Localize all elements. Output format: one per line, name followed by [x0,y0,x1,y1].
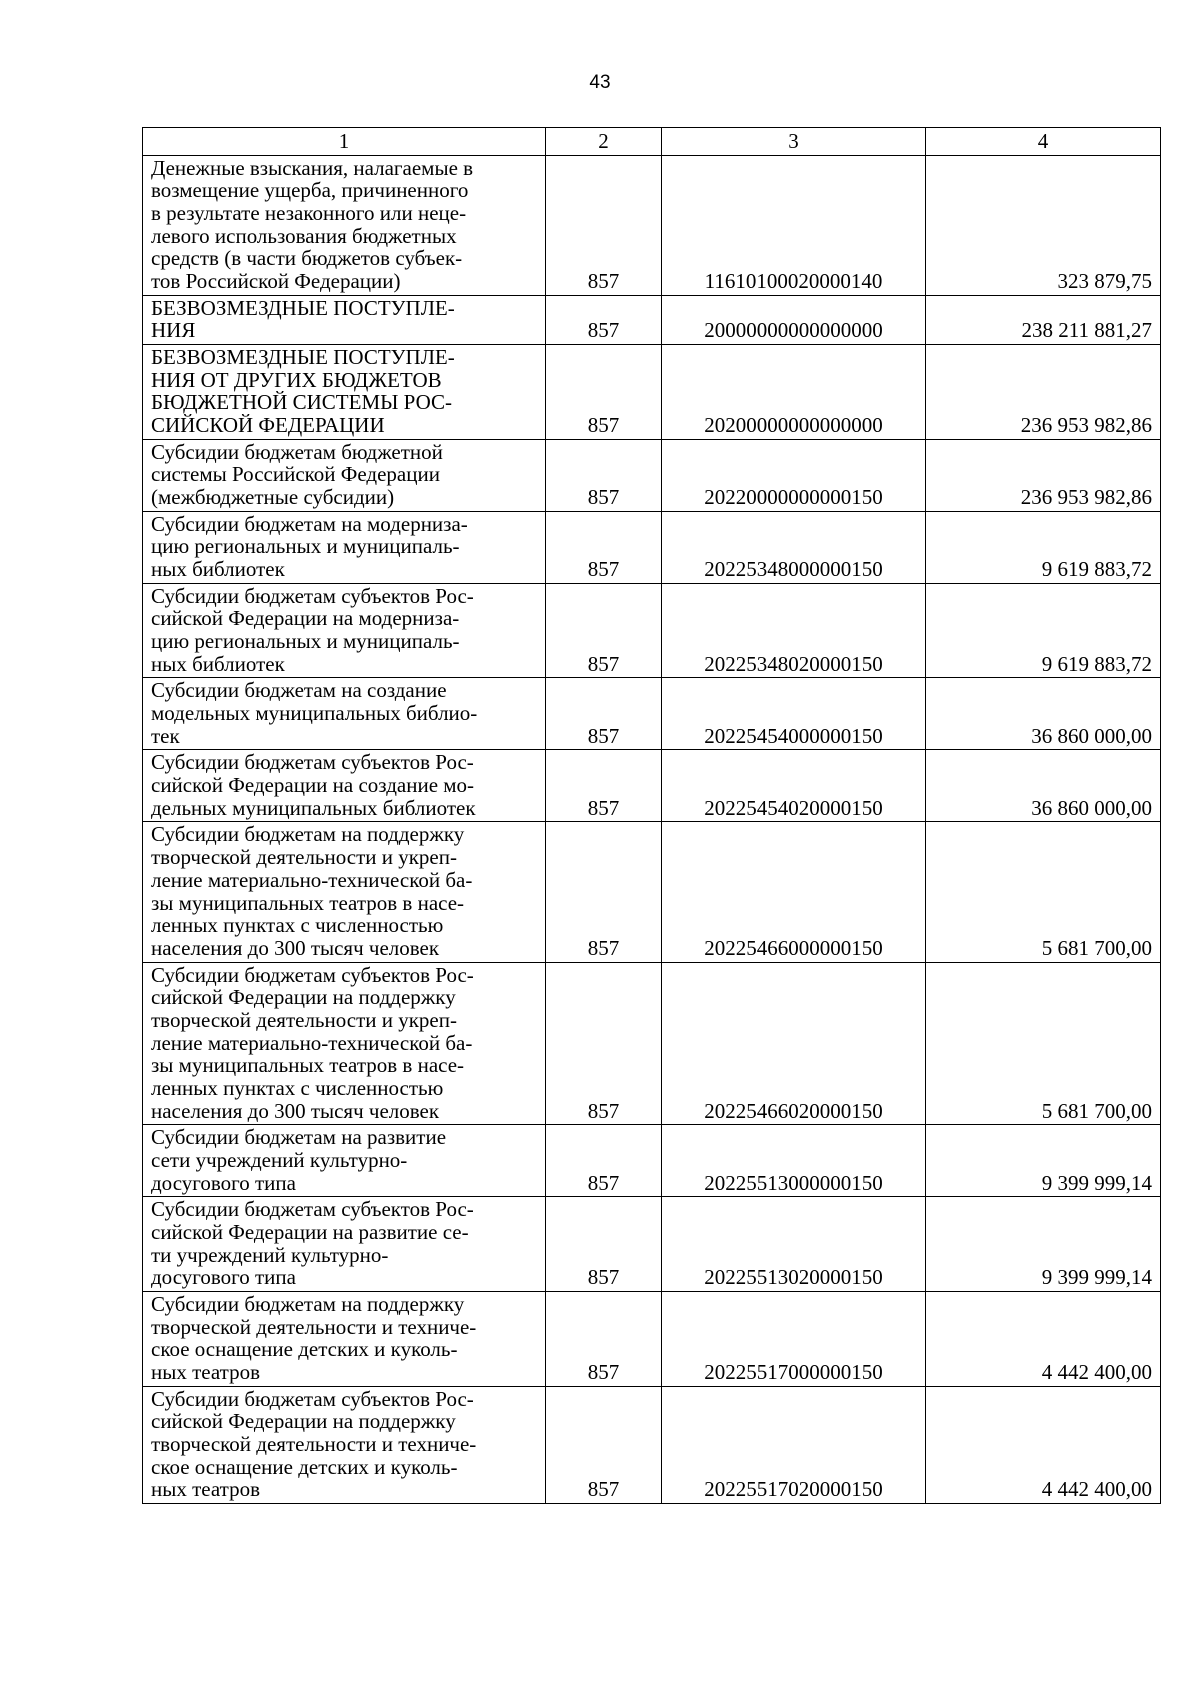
budget-table [142,127,1161,1504]
table-row [143,583,1161,678]
row-budget-code-cell: 20220000000000150 [662,439,926,511]
row-admin-code-cell: 857 [546,822,662,962]
header-col-3: 3 [662,128,926,156]
row-amount-cell: 5 681 700,00 [926,962,1161,1125]
row-name-cell: Субсидии бюджетам бюджетной системы Российской Федерации (межбюджетные субсидии) [143,439,546,511]
row-amount-cell: 36 860 000,00 [926,678,1161,750]
row-name-cell: БЕЗВОЗМЕЗДНЫЕ ПОСТУПЛЕ- НИЯ [143,295,546,344]
table-row [143,439,1161,511]
row-budget-code-cell: 20000000000000000 [662,295,926,344]
table-row [143,962,1161,1125]
table-row [143,1197,1161,1292]
row-name-cell: Субсидии бюджетам субъектов Рос- сийской Федерации на поддержку творческой деятельности и техниче- ское оснащение детских и куколь- ных театров [143,1386,546,1503]
row-amount-cell: 236 953 982,86 [926,439,1161,511]
table-row [143,1125,1161,1197]
header-col-1: 1 [143,128,546,156]
table-row [143,678,1161,750]
table-header-row [143,128,1161,156]
row-amount-cell: 238 211 881,27 [926,295,1161,344]
row-admin-code-cell: 857 [546,1197,662,1292]
table-row [143,1386,1161,1503]
row-amount-cell: 36 860 000,00 [926,750,1161,822]
row-name-cell: Субсидии бюджетам на поддержку творческой деятельности и техниче- ское оснащение детских и куколь- ных театров [143,1291,546,1386]
table-body [143,155,1161,1503]
row-budget-code-cell: 20225517000000150 [662,1291,926,1386]
row-name-cell: Субсидии бюджетам субъектов Рос- сийской Федерации на развитие се- ти учреждений культурно- досугового типа [143,1197,546,1292]
row-admin-code-cell: 857 [546,1386,662,1503]
row-name-cell: Субсидии бюджетам субъектов Рос- сийской Федерации на модерниза- цию региональных и муниципаль- ных библиотек [143,583,546,678]
row-budget-code-cell: 20225513020000150 [662,1197,926,1292]
row-amount-cell: 4 442 400,00 [926,1291,1161,1386]
row-admin-code-cell: 857 [546,155,662,295]
row-budget-code-cell: 20225348000000150 [662,511,926,583]
row-budget-code-cell: 20225466020000150 [662,962,926,1125]
row-amount-cell: 4 442 400,00 [926,1386,1161,1503]
row-admin-code-cell: 857 [546,439,662,511]
table-row [143,1291,1161,1386]
row-budget-code-cell: 20225466000000150 [662,822,926,962]
row-name-cell: Субсидии бюджетам на поддержку творческой деятельности и укреп- ление материально-технической ба- зы муниципальных театров в насе- ленных пунктах с численностью населения до 300 тысяч человек [143,822,546,962]
row-budget-code-cell: 20225454020000150 [662,750,926,822]
row-admin-code-cell: 857 [546,678,662,750]
row-name-cell: Субсидии бюджетам на создание модельных муниципальных библио- тек [143,678,546,750]
table-row [143,750,1161,822]
row-name-cell: Денежные взыскания, налагаемые в возмещение ущерба, причиненного в результате незаконного или неце- левого использования бюджетных средств (в части бюджетов субъек- тов Российской Федерации) [143,155,546,295]
row-budget-code-cell: 20225348020000150 [662,583,926,678]
row-budget-code-cell: 20225517020000150 [662,1386,926,1503]
row-budget-code-cell: 20225454000000150 [662,678,926,750]
row-name-cell: Субсидии бюджетам субъектов Рос- сийской Федерации на создание мо- дельных муниципальных библиотек [143,750,546,822]
row-amount-cell: 9 619 883,72 [926,583,1161,678]
table-row [143,295,1161,344]
row-budget-code-cell: 11610100020000140 [662,155,926,295]
row-budget-code-cell: 20200000000000000 [662,345,926,440]
row-amount-cell: 323 879,75 [926,155,1161,295]
row-amount-cell: 9 399 999,14 [926,1125,1161,1197]
page-number: 43 [589,72,611,93]
table-row [143,345,1161,440]
row-admin-code-cell: 857 [546,345,662,440]
row-admin-code-cell: 857 [546,750,662,822]
row-amount-cell: 5 681 700,00 [926,822,1161,962]
row-admin-code-cell: 857 [546,1125,662,1197]
row-name-cell: БЕЗВОЗМЕЗДНЫЕ ПОСТУПЛЕ- НИЯ ОТ ДРУГИХ БЮДЖЕТОВ БЮДЖЕТНОЙ СИСТЕМЫ РОС- СИЙСКОЙ ФЕДЕРАЦИИ [143,345,546,440]
table-row [143,511,1161,583]
row-amount-cell: 236 953 982,86 [926,345,1161,440]
header-col-2: 2 [546,128,662,156]
header-col-4: 4 [926,128,1161,156]
row-amount-cell: 9 399 999,14 [926,1197,1161,1292]
row-amount-cell: 9 619 883,72 [926,511,1161,583]
row-admin-code-cell: 857 [546,962,662,1125]
table-row [143,155,1161,295]
row-admin-code-cell: 857 [546,295,662,344]
row-name-cell: Субсидии бюджетам субъектов Рос- сийской Федерации на поддержку творческой деятельности и укреп- ление материально-технической ба- зы муниципальных театров в насе- ленных пунктах с численностью населения до 300 тысяч человек [143,962,546,1125]
row-name-cell: Субсидии бюджетам на развитие сети учреждений культурно- досугового типа [143,1125,546,1197]
row-name-cell: Субсидии бюджетам на модерниза- цию региональных и муниципаль- ных библиотек [143,511,546,583]
row-budget-code-cell: 20225513000000150 [662,1125,926,1197]
table-row [143,822,1161,962]
row-admin-code-cell: 857 [546,583,662,678]
row-admin-code-cell: 857 [546,1291,662,1386]
row-admin-code-cell: 857 [546,511,662,583]
